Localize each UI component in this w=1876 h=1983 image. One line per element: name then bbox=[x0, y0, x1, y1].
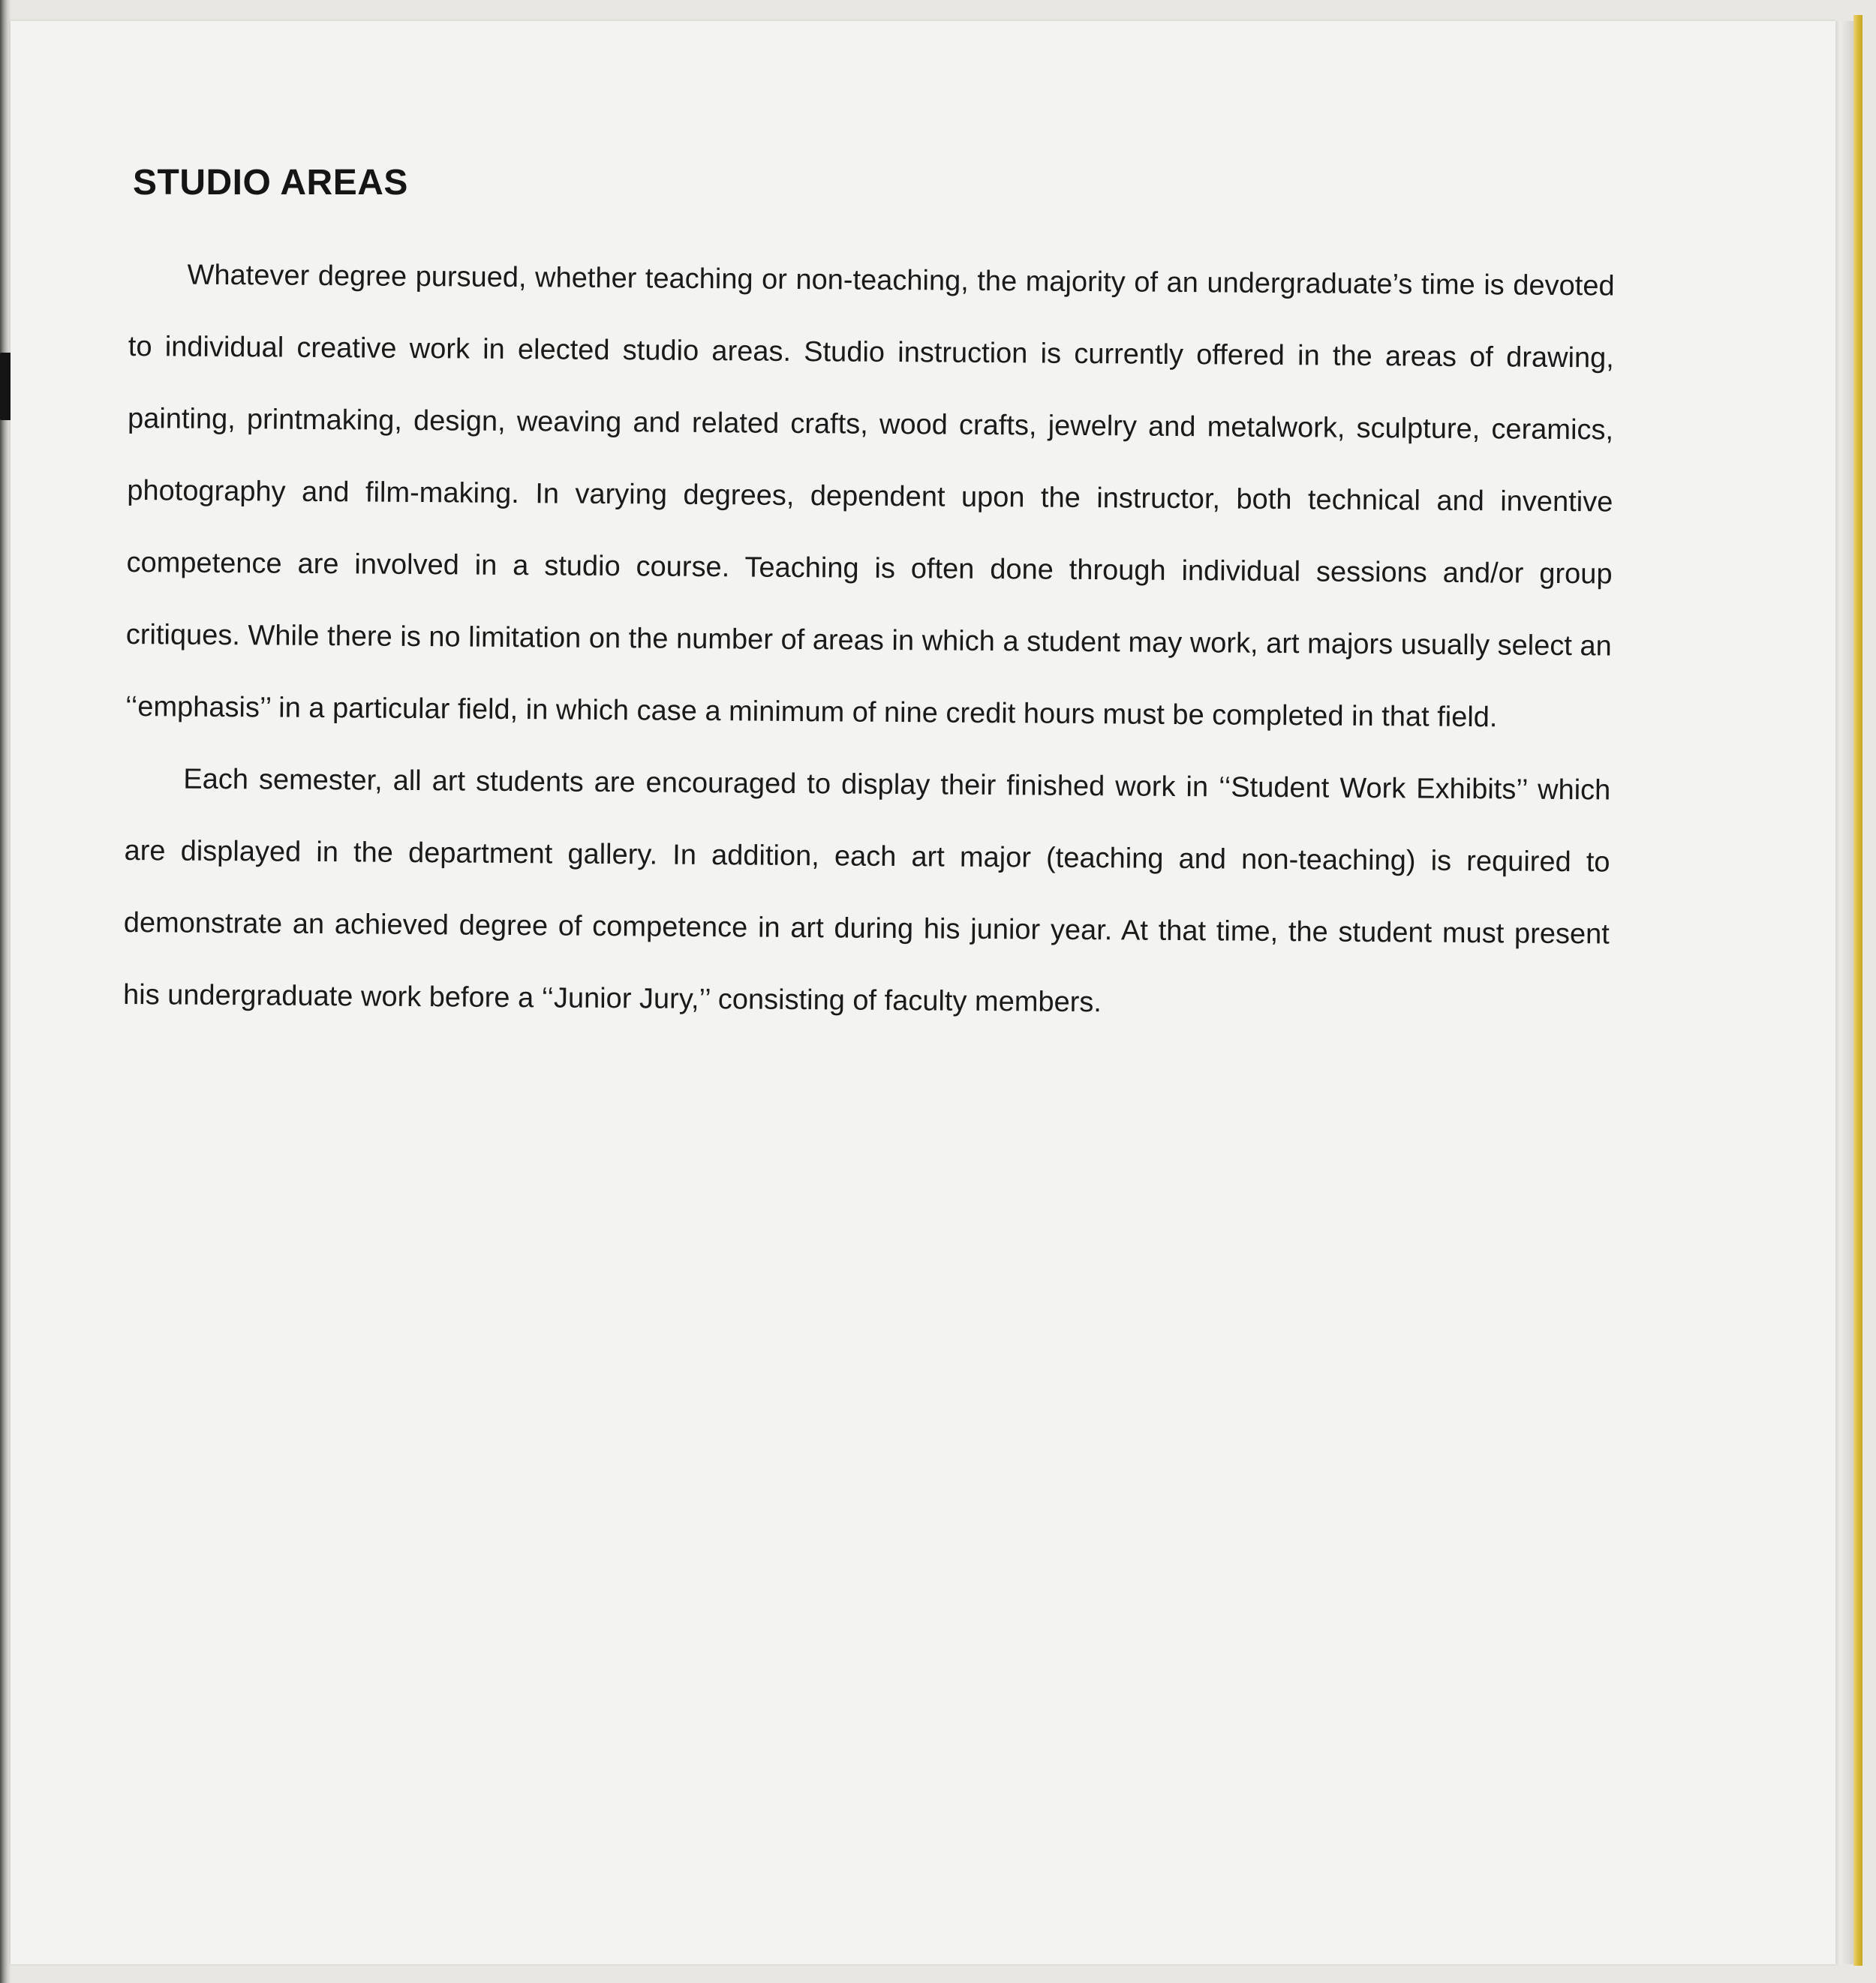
paragraph-studio-instruction: Whatever degree pursued, whether teaching or non-teaching, the majority of an undergraduate’s time is devoted to individual creative work in elected studio areas. Studio instruction is currently offered in the areas of drawing, painting, printmaking, design, weaving and related crafts, wood crafts, jewelry and metalwork, sculpture, ceramics, photography and film-making. In varying degrees, dependent upon the instructor, both technical and inventive competence are involved in a studio course. Teaching is often done through individual sessions and/or group critiques. While there is no limitation on the number of areas in which a student may work, art majors usually select an ‘‘emphasis’’ in a particular field, in which case a minimum of nine credit hours must be completed in that field. bbox=[125, 259, 1615, 734]
page-stack-edge bbox=[1835, 21, 1853, 1964]
binding-edge bbox=[0, 0, 11, 1983]
cover-edge bbox=[1853, 15, 1862, 1966]
body-text bbox=[123, 239, 1615, 1043]
page-title: STUDIO AREAS bbox=[133, 163, 408, 203]
page-sheet bbox=[11, 21, 1835, 1964]
paragraph-student-exhibits: Each semester, all art students are encouraged to display their finished work in ‘‘Student Work Exhibits’’ which are displayed in the department gallery. In addition, each art major (teaching and non-teaching) is required to demonstrate an achieved degree of competence in art during his junior year. At that time, the student must present his undergraduate work before a ‘‘Junior Jury,’’ consisting of faculty members. bbox=[122, 763, 1611, 1019]
